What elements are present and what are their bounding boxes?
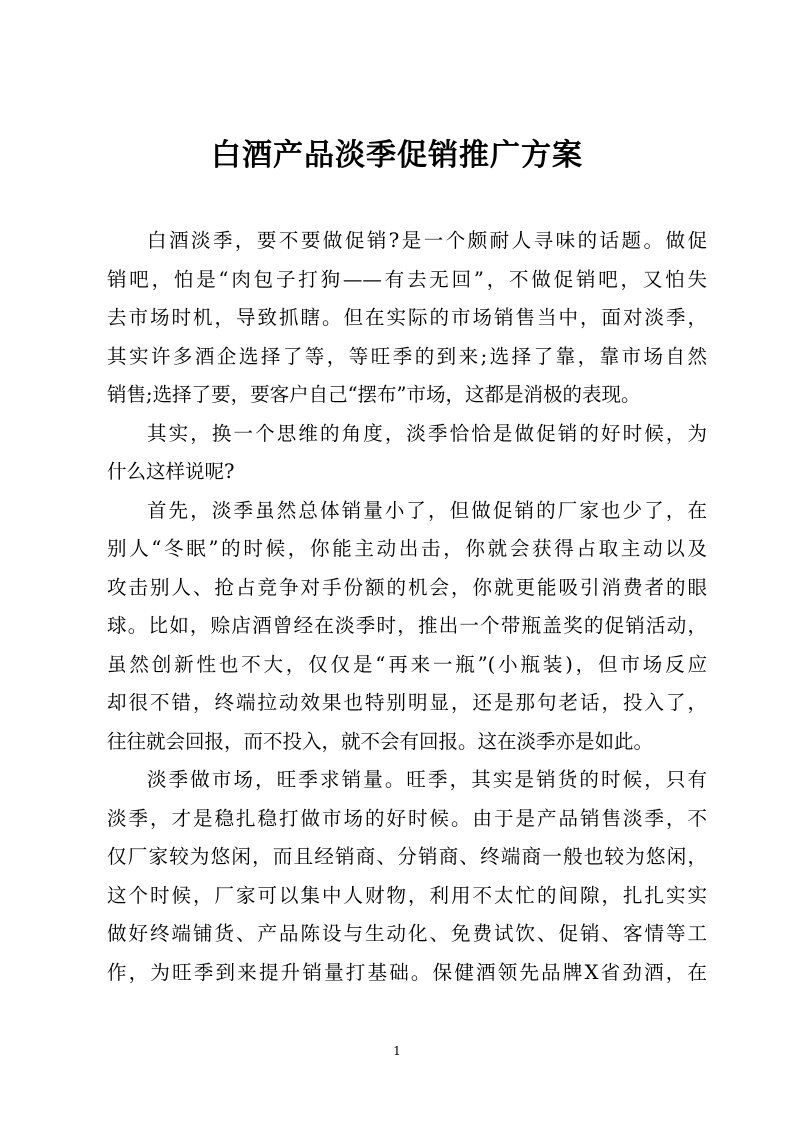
paragraph-line: 虽然创新性也不大，仅仅是“再来一瓶”(小瓶装)，但市场反应 bbox=[107, 652, 707, 676]
page-number: 1 bbox=[393, 1044, 401, 1058]
paragraph-line: 销售;选择了要，要客户自己“摆布”市场，这都是消极的表现。 bbox=[107, 383, 641, 406]
paragraph-line: 淡季做市场，旺季求销量。旺季，其实是销货的时候，只有 bbox=[147, 768, 707, 791]
paragraph-line: 却很不错，终端拉动效果也特别明显，还是那句老话，投入了， bbox=[107, 691, 707, 714]
paragraph-line: 白酒淡季，要不要做促销?是一个颇耐人寻味的话题。做促 bbox=[147, 229, 707, 252]
paragraph-line: 往往就会回报，而不投入，就不会有回报。这在淡季亦是如此。 bbox=[107, 729, 654, 753]
paragraph-line: 做好终端铺货、产品陈设与生动化、免费试饮、促销、客情等工 bbox=[107, 922, 707, 945]
paragraph-line: 首先，淡季虽然总体销量小了，但做促销的厂家也少了，在 bbox=[147, 498, 707, 522]
paragraph-line: 其实许多酒企选择了等，等旺季的到来;选择了靠，靠市场自然 bbox=[107, 344, 707, 368]
document-body bbox=[107, 222, 707, 992]
paragraph-line: 球。比如，赊店酒曾经在淡季时，推出一个带瓶盖奖的促销活动， bbox=[107, 614, 707, 637]
paragraph-line: 什么这样说呢? bbox=[107, 460, 235, 483]
paragraph-line: 作，为旺季到来提升销量打基础。保健酒领先品牌X省劲酒，在 bbox=[107, 960, 707, 984]
paragraph-line: 去市场时机，导致抓瞎。但在实际的市场销售当中，面对淡季， bbox=[107, 306, 707, 329]
paragraph-line: 销吧，怕是“肉包子打狗——有去无回”，不做促销吧，又怕失 bbox=[107, 267, 707, 291]
paragraph-line: 其实，换一个思维的角度，淡季恰恰是做促销的好时候，为 bbox=[147, 421, 707, 445]
paragraph-line: 仅厂家较为悠闲，而且经销商、分销商、终端商一般也较为悠闲， bbox=[107, 845, 707, 868]
document-title: 白酒产品淡季促销推广方案 bbox=[211, 138, 583, 173]
paragraph-line: 淡季，才是稳扎稳打做市场的好时候。由于是产品销售淡季，不 bbox=[107, 806, 707, 830]
paragraph-line: 攻击别人、抢占竞争对手份额的机会，你就更能吸引消费者的眼 bbox=[107, 575, 707, 599]
paragraph-line: 这个时候，厂家可以集中人财物，利用不太忙的间隙，扎扎实实 bbox=[107, 883, 707, 907]
paragraph-line: 别人“冬眠”的时候，你能主动出击，你就会获得占取主动以及 bbox=[107, 537, 707, 560]
